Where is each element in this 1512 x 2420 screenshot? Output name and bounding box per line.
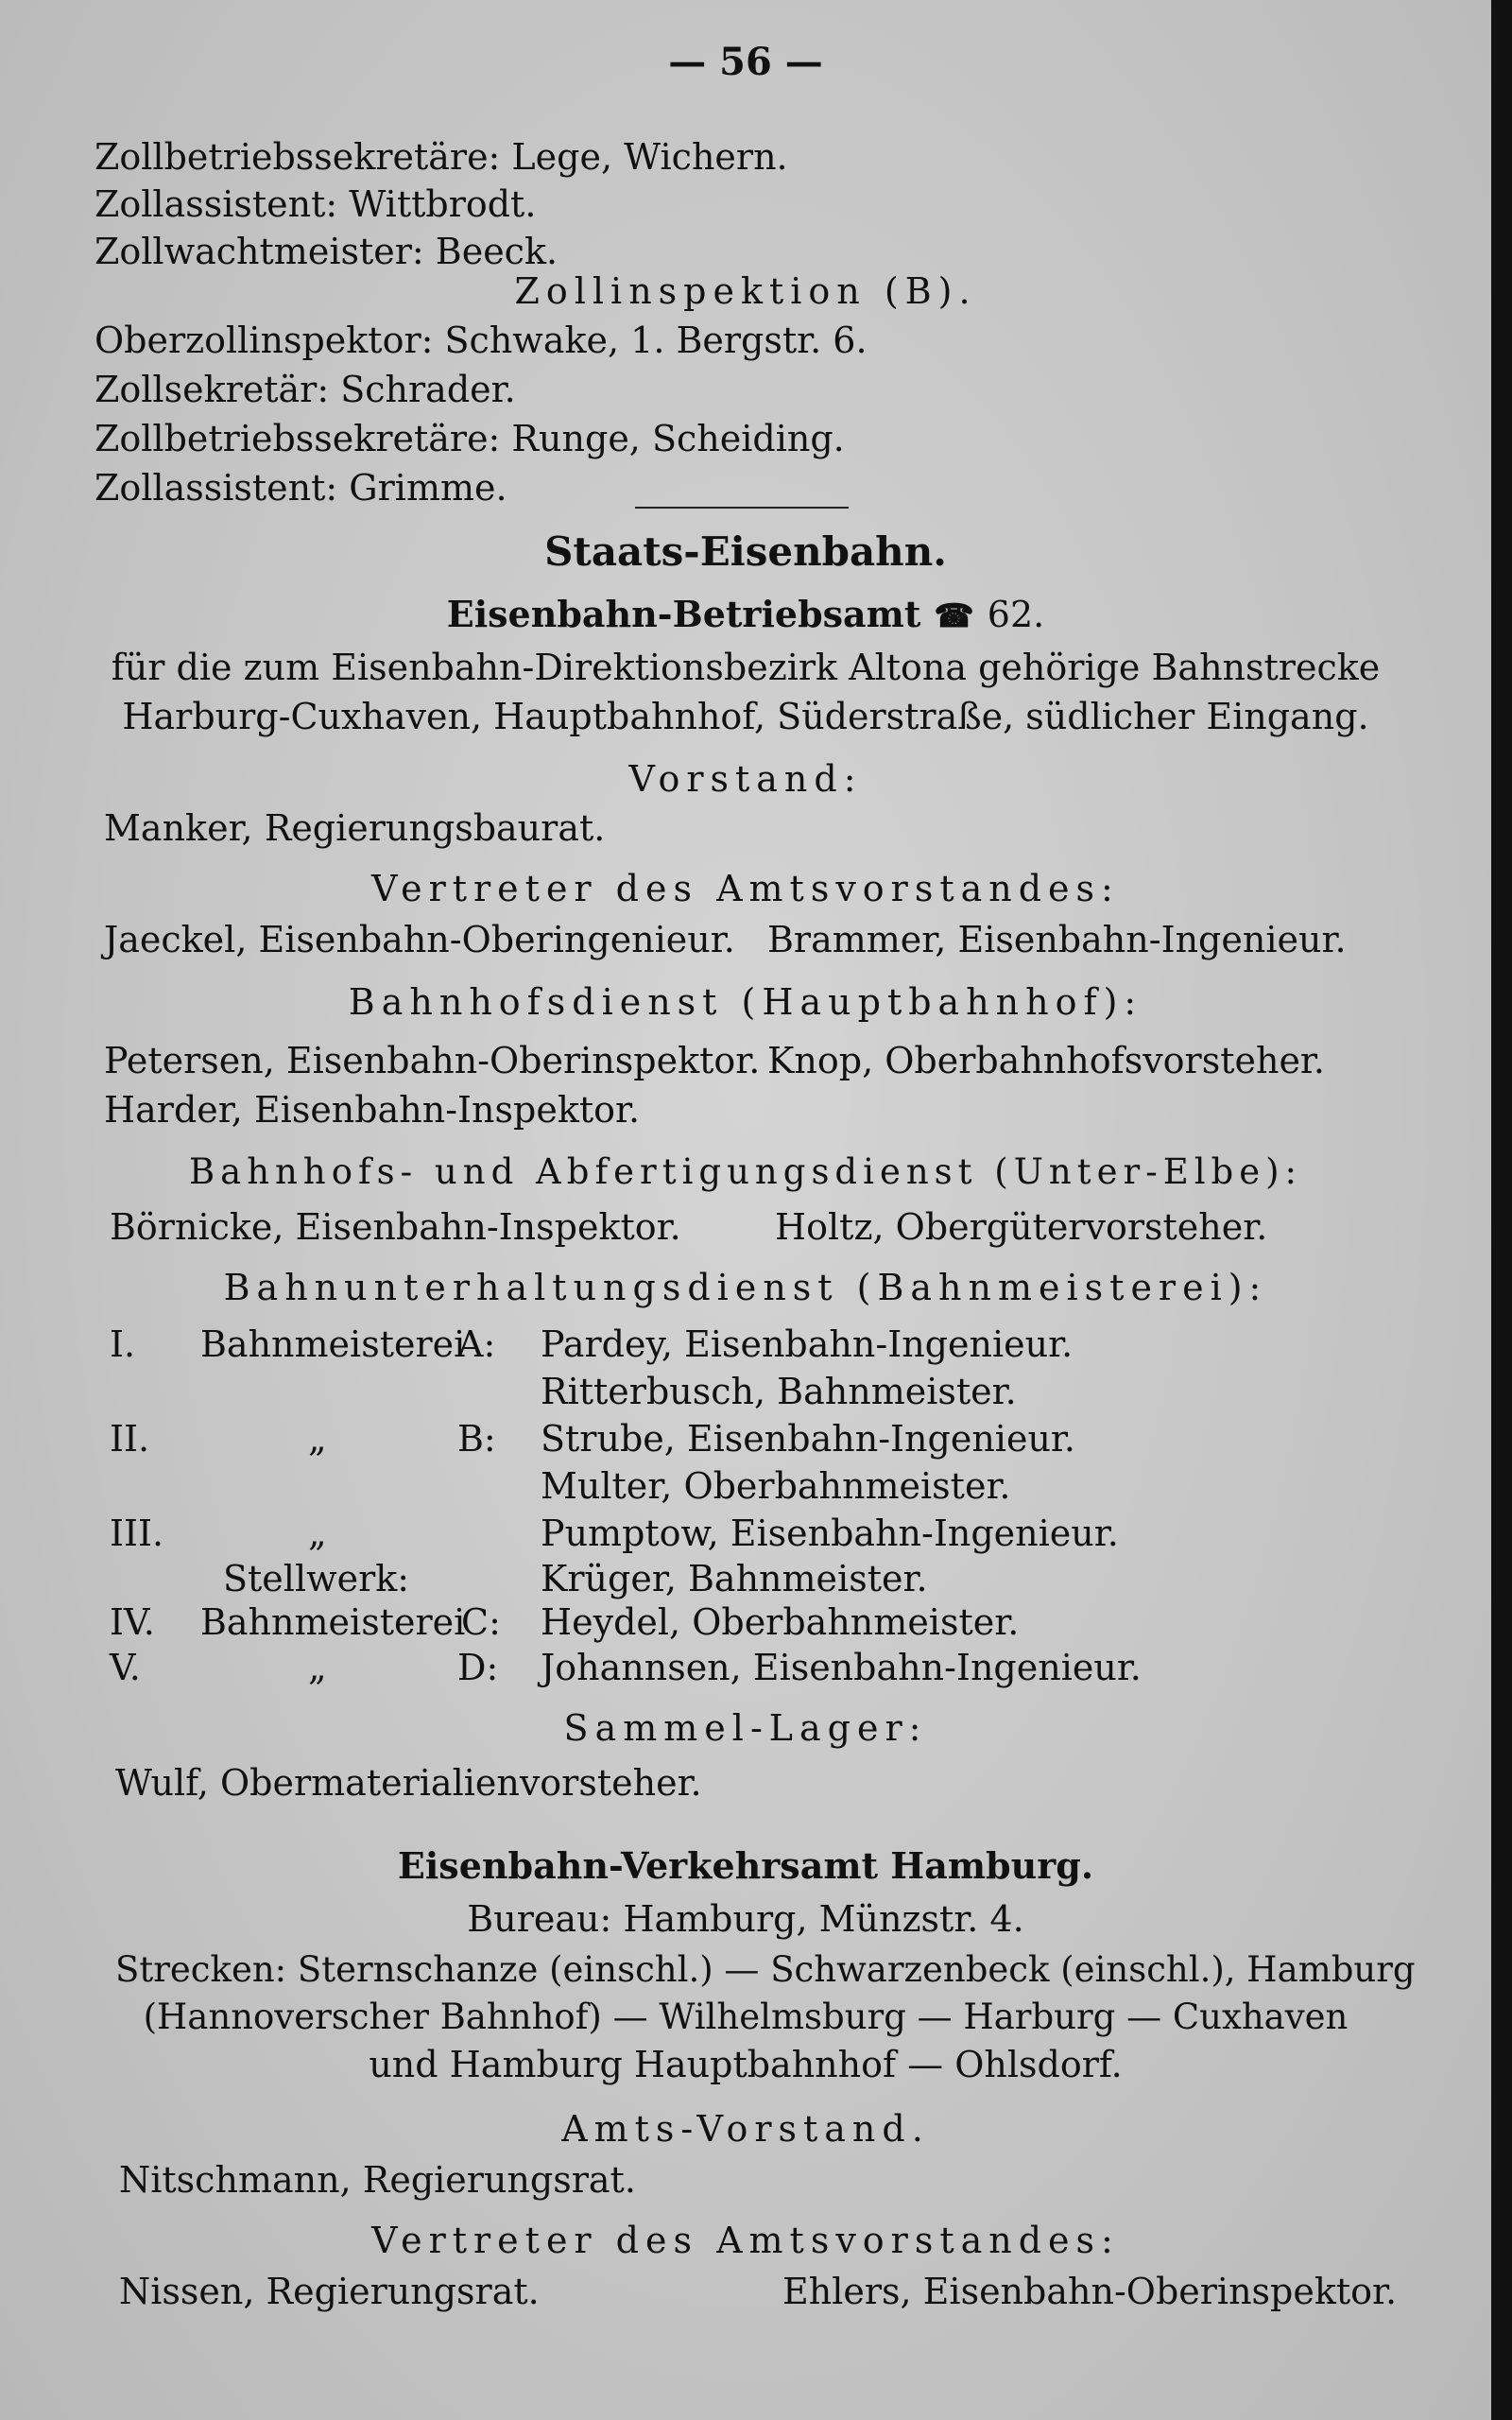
- row-name: Pardey, Eisenbahn-Ingenieur.: [541, 1323, 1074, 1365]
- text-line: Oberzollinspektor: Schwake, 1. Bergstr. 6.: [94, 320, 868, 361]
- subheading-sammellager: Sammel-Lager:: [563, 1707, 928, 1749]
- row-letter: A:: [457, 1323, 496, 1365]
- row-name: Pumptow, Eisenbahn-Ingenieur.: [541, 1512, 1119, 1554]
- row-label: Bahnmeisterei: [200, 1323, 466, 1365]
- text-line: Manker, Regierungsbaurat.: [104, 807, 606, 849]
- text-line: Zollwachtmeister: Beeck.: [94, 231, 558, 272]
- section-heading-staatseisenbahn: Staats-Eisenbahn.: [544, 528, 947, 575]
- row-name: Multer, Oberbahnmeister.: [541, 1465, 1011, 1507]
- row-name: Johannsen, Eisenbahn-Ingenieur.: [541, 1647, 1142, 1688]
- row-label: Bahnmeisterei: [200, 1601, 466, 1643]
- row-name: Krüger, Bahnmeister.: [541, 1558, 928, 1599]
- row-number: I.: [110, 1323, 136, 1365]
- betriebsamt-title: Eisenbahn-Betriebsamt: [446, 593, 921, 635]
- text-line: und Hamburg Hauptbahnhof — Ohlsdorf.: [369, 2044, 1123, 2085]
- section-heading-verkehrsamt: Eisenbahn-Verkehrsamt Hamburg.: [397, 1844, 1094, 1887]
- text-line: Bureau: Hamburg, Münzstr. 4.: [467, 1898, 1024, 1940]
- subheading-vorstand: Vorstand:: [628, 758, 863, 800]
- text-line: Zollassistent: Grimme.: [94, 467, 507, 509]
- text-line: (Hannoverscher Bahnhof) — Wilhelmsburg — Harburg — Cuxhaven: [143, 1996, 1349, 2037]
- row-label: „: [308, 1647, 327, 1688]
- row-name: Strube, Eisenbahn-Ingenieur.: [541, 1418, 1075, 1460]
- text-line: Brammer, Eisenbahn-Ingenieur.: [767, 919, 1347, 960]
- text-line: Knop, Oberbahnhofsvorsteher.: [767, 1040, 1326, 1081]
- row-letter: B:: [457, 1418, 496, 1460]
- subheading-amtsvorstand: Amts-Vorstand.: [561, 2108, 930, 2150]
- section-divider: [635, 507, 849, 509]
- text-line: für die zum Eisenbahn-Direktionsbezirk Altona gehörige Bahnstrecke: [111, 647, 1381, 688]
- telephone-icon: ☎: [934, 597, 974, 635]
- row-label: „: [308, 1418, 327, 1460]
- text-line: Ehlers, Eisenbahn-Oberinspektor.: [782, 2271, 1398, 2312]
- page-number: — 56 —: [668, 40, 823, 84]
- text-line: Zollbetriebssekretäre: Runge, Scheiding.: [94, 418, 845, 459]
- subheading-vertreter-verkehrsamt: Vertreter des Amtsvorstandes:: [371, 2220, 1120, 2261]
- text-line: Petersen, Eisenbahn-Oberinspektor.: [104, 1040, 761, 1081]
- text-line: Harburg-Cuxhaven, Hauptbahnhof, Süderstraße, südlicher Eingang.: [122, 696, 1369, 737]
- row-label: Stellwerk:: [223, 1558, 410, 1599]
- subheading-bahnunterhaltung: Bahnunterhaltungsdienst (Bahnmeisterei):: [223, 1267, 1268, 1308]
- text-line: Zollassistent: Wittbrodt.: [94, 183, 537, 225]
- text-line: Harder, Eisenbahn-Inspektor.: [104, 1089, 641, 1131]
- text-line: Wulf, Obermaterialienvorsteher.: [115, 1762, 702, 1804]
- row-label: „: [308, 1512, 327, 1554]
- row-number: IV.: [110, 1601, 155, 1643]
- subheading-bahnhofsdienst: Bahnhofsdienst (Hauptbahnhof):: [348, 981, 1143, 1023]
- text-line: Zollsekretär: Schrader.: [94, 369, 516, 410]
- text-line: Jaeckel, Eisenbahn-Oberingenieur.: [104, 919, 735, 960]
- row-name: Heydel, Oberbahnmeister.: [541, 1601, 1020, 1643]
- text-line: Börnicke, Eisenbahn-Inspektor.: [110, 1206, 681, 1248]
- text-line: Nissen, Regierungsrat.: [119, 2271, 540, 2312]
- row-letter: C:: [461, 1601, 501, 1643]
- row-number: III.: [110, 1512, 164, 1554]
- phone-number: 62.: [987, 594, 1045, 635]
- text-line: Nitschmann, Regierungsrat.: [119, 2159, 636, 2201]
- text-line: Zollbetriebssekretäre: Lege, Wichern.: [94, 136, 788, 178]
- subheading-abfertigung: Bahnhofs- und Abfertigungsdienst (Unter-Elbe):: [188, 1151, 1303, 1192]
- row-number: V.: [110, 1647, 141, 1688]
- text-line: Holtz, Obergütervorsteher.: [775, 1206, 1268, 1248]
- subheading-betriebsamt: [0, 592, 1491, 639]
- text-line: Strecken: Sternschanze (einschl.) — Schwarzenbeck (einschl.), Hamburg: [115, 1949, 1416, 1990]
- row-number: II.: [110, 1418, 150, 1460]
- row-name: Ritterbusch, Bahnmeister.: [541, 1371, 1017, 1412]
- row-letter: D:: [457, 1647, 499, 1688]
- subheading-vertreter: Vertreter des Amtsvorstandes:: [371, 868, 1120, 909]
- section-heading-zollinspektion: Zollinspektion (B).: [514, 270, 977, 312]
